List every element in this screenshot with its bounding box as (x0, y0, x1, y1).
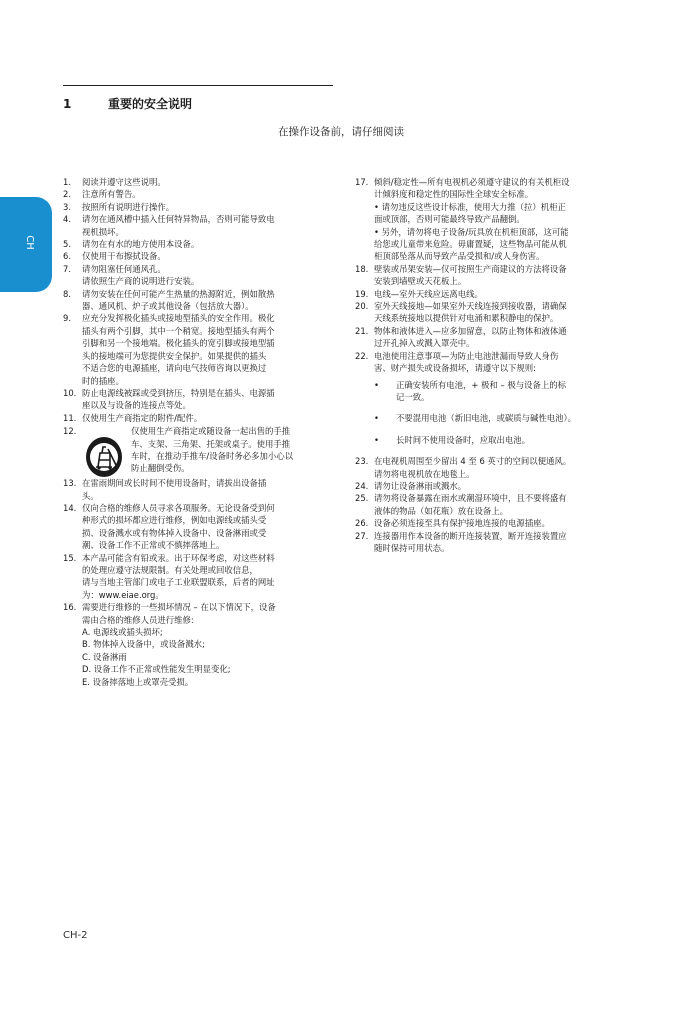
item-text (374, 517, 627, 529)
item-number: 4. (63, 214, 71, 225)
item-number: 16. (63, 602, 77, 613)
item-text (374, 176, 627, 263)
list-item (63, 412, 335, 424)
item-number: 22. (355, 350, 369, 361)
item-number: 10. (63, 387, 77, 398)
item-number: 13. (63, 478, 77, 489)
item-line: 请勿在通风槽中插入任何特异物品，否则可能导致电 (82, 214, 275, 225)
item-line: E. 设备摔落地上或罩壳受损。 (82, 676, 194, 687)
item-number: 21. (355, 325, 369, 336)
warning-line: 仅使用生产商指定或随设备一起出售的手推 (131, 426, 291, 437)
list-item (63, 250, 335, 262)
bullet-item (374, 379, 627, 404)
list-item (355, 288, 627, 300)
item-line: 的处理应遵守法规限制。有关处理或回收信息， (82, 564, 258, 575)
left-column (63, 176, 335, 688)
bullet-mark: • (374, 434, 379, 445)
item-line: 头。 (82, 490, 99, 501)
item-line: 器、通风机、炉子或其他设备（包括放大器）。 (82, 301, 254, 312)
item-line: 仅使用干布擦拭设备。 (82, 251, 166, 262)
item-line: • 请勿违反这些设计标准，使用大力推（拉）机柜正 (374, 201, 566, 212)
item-line: 仅向合格的维修人员寻求各项服务。无论设备受到何 (82, 502, 275, 513)
item-number: 17. (355, 177, 369, 187)
item-line: 面或顶部，否则可能最终导致产品翻倒。 (374, 214, 525, 225)
item-number: 23. (355, 456, 369, 467)
list-item (63, 213, 335, 238)
list-item (355, 480, 627, 492)
item-line: 过开孔掉入或溅入罩壳中。 (374, 338, 475, 349)
section-title: 重要的安全说明 (108, 97, 193, 111)
item-text (374, 480, 627, 492)
item-number: 6. (63, 251, 71, 262)
warning-text (131, 425, 293, 477)
bullet-text (396, 434, 530, 446)
item-text (82, 552, 335, 602)
item-text (374, 263, 627, 288)
item-number: 27. (355, 530, 369, 541)
item-line: C. 设备淋雨 (82, 651, 127, 662)
item-text (82, 201, 335, 213)
item-line: 不适合您的电源插座，请向电气技师咨询以更换过 (82, 363, 267, 374)
item-line: 随时保持可用状态。 (374, 542, 450, 553)
list-item (355, 530, 627, 555)
item-number: 14. (63, 502, 77, 513)
list-item (63, 312, 335, 386)
item-line: 本产品可能含有铅或汞。出于环保考虑，对这些材料 (82, 552, 275, 563)
language-side-tab (0, 197, 52, 292)
language-tab-label: CH (23, 235, 35, 250)
item-text (82, 288, 335, 313)
list-item (63, 263, 335, 288)
item-line: 防止电源线被踩或受到挤压，特别是在插头、电源插 (82, 387, 275, 398)
top-rule (63, 85, 333, 86)
item-line: 害、财产损失或设备损坏，请遵守以下规则: (374, 363, 536, 374)
item-line: B. 物体掉入设备中，或设备溅水; (82, 639, 205, 650)
item-number: 5. (63, 239, 71, 250)
item-number: 19. (355, 288, 369, 299)
item-line: 请勿让设备淋雨或溅水。 (374, 480, 467, 491)
item-text (82, 502, 335, 552)
list-item (63, 176, 335, 188)
list-item (355, 263, 627, 288)
item-line: 引脚和另一个接地端。极化插头的宽引脚或接地型插 (82, 338, 275, 349)
item-line: 请勿在有水的地方使用本设备。 (82, 239, 200, 250)
item-line: 插头有两个引脚，其中一个稍宽。接地型插头有两个 (82, 325, 275, 336)
item-number: 12. (63, 426, 77, 437)
item-line: 仅使用生产商指定的附件/配件。 (82, 412, 203, 423)
item-number: 8. (63, 288, 71, 299)
item-line: 请勿将电视机放在地毯上。 (374, 468, 475, 479)
list-item (355, 300, 627, 325)
left-item-list (63, 176, 335, 424)
item-line: 电线—室外天线应远离电线。 (374, 288, 483, 299)
page-number: CH-2 (63, 930, 88, 941)
item-line: 头的接地端可为您提供安全保护。如果提供的插头 (82, 350, 267, 361)
item-text (82, 238, 335, 250)
warning-line: 车时，在推动手推车/设备时务必多加小心以 (131, 450, 293, 461)
item-text (374, 492, 627, 517)
item-line: 电池使用注意事项—为防止电池泄漏而导致人身伤 (374, 350, 559, 361)
item-text (374, 300, 627, 325)
bullet-item (374, 412, 627, 424)
item-text (374, 325, 627, 350)
item-text (374, 288, 627, 300)
item-text (82, 250, 335, 262)
item-text (82, 213, 335, 238)
item-number: 24. (355, 480, 369, 491)
bullet-mark: • (374, 413, 379, 424)
bullet-text (396, 412, 576, 424)
section-number: 1 (63, 97, 72, 111)
item-text (374, 530, 627, 555)
item-line: 需由合格的维修人员进行维修: (82, 614, 194, 625)
bullet-line: 长时间不使用设备时，应取出电池。 (396, 434, 530, 445)
bullet-mark: • (374, 379, 379, 390)
list-item (355, 176, 627, 263)
item-number: 18. (355, 263, 369, 274)
cart-tipover-warning-icon (86, 437, 122, 477)
item-number: 2. (63, 189, 71, 200)
item-text (82, 387, 335, 412)
bullet-line: 记一致。 (396, 391, 430, 402)
list-item (63, 288, 335, 313)
item-line: 柜顶部坠落从而导致产品受损和/或人身伤害。 (374, 251, 545, 262)
list-item (63, 238, 335, 250)
item-number: 11. (63, 412, 77, 423)
section-heading (63, 95, 192, 112)
list-item (63, 188, 335, 200)
item-line: 按照所有说明进行操作。 (82, 201, 175, 212)
item-line: 设备必须连接至具有保护接地连接的电源插座。 (374, 518, 550, 529)
right-column (355, 176, 627, 554)
item-number: 3. (63, 201, 71, 212)
item-line: 请勿将设备暴露在雨水或潮湿环境中，且不要将盛有 (374, 493, 567, 504)
item-number: 7. (63, 263, 71, 274)
item-line: 物体和液体进入—应多加留意，以防止物体和液体通 (374, 325, 567, 336)
list-item (355, 492, 627, 517)
item-line: 潮、设备工作不正常或不慎摔落地上。 (82, 540, 225, 551)
item-text (374, 350, 627, 375)
item-line: 请依照生产商的说明进行安装。 (82, 276, 200, 287)
item-text (82, 477, 335, 502)
list-item (355, 350, 627, 375)
item-line: 损、设备溅水或有物体掉入设备中、设备淋雨或受 (82, 527, 267, 538)
item-text (82, 312, 335, 386)
item-text (82, 188, 335, 200)
warning-line: 防止翻倒受伤。 (131, 463, 190, 474)
item-number: 25. (355, 493, 369, 504)
right-item-list-2 (355, 455, 627, 554)
item-line: 需要进行维修的一些损坏情况 – 在以下情况下，设备 (82, 602, 276, 613)
bullet-line: 正确安装所有电池，+ 极和 – 极与设备上的标 (396, 379, 566, 390)
item-line: 在电视机周围至少留出 4 至 6 英寸的空间以便通风。 (374, 456, 572, 467)
list-item (63, 601, 335, 688)
item-line: 给您或儿童带来危险。毋庸置疑，这些物品可能从机 (374, 239, 567, 250)
page-subtitle (0, 124, 690, 139)
item-line: • 另外，请勿将电子设备/玩具放在机柜顶部，这可能 (374, 226, 569, 237)
item-number: 15. (63, 552, 77, 563)
item-line: D. 设备工作不正常或性能发生明显变化; (82, 664, 231, 675)
item-number: 9. (63, 313, 71, 324)
item-line: 安装到墙壁或天花板上。 (374, 276, 467, 287)
list-item (63, 552, 335, 602)
subtitle-text: 在操作设备前，请仔细阅读 (278, 126, 404, 138)
list-item (355, 517, 627, 529)
right-item-list (355, 176, 627, 375)
item-line: A. 电源线或插头损坏; (82, 627, 163, 637)
list-item-warning (63, 425, 335, 477)
list-item (63, 502, 335, 552)
item-line: 请勿安装在任何可能产生热量的热源附近，例如散热 (82, 288, 275, 299)
item-text (82, 412, 335, 424)
item-text (374, 455, 627, 480)
item-number: 1. (63, 177, 71, 187)
item-line: 请勿阻塞任何通风孔。 (82, 263, 166, 274)
left-item-list-2 (63, 477, 335, 688)
item-number: 26. (355, 518, 369, 529)
item-line: 壁装或吊架安装—仅可按照生产商建议的方法将设备 (374, 263, 567, 274)
battery-rules-list (355, 379, 627, 447)
item-line: 室外天线接地—如果室外天线连接到接收器，请确保 (374, 301, 567, 312)
item-line: 天线系统接地以提供针对电涌和累积静电的保护。 (374, 313, 559, 324)
item-text (82, 176, 335, 188)
item-line: 种形式的损坏都应进行维修，例如电源线或插头受 (82, 515, 267, 526)
item-line: 请与当地主管部门或电子工业联盟联系，后者的网址 (82, 577, 275, 588)
item-text (82, 601, 335, 688)
item-line: 注意所有警告。 (82, 189, 141, 200)
item-line: 应充分发挥极化插头或接地型插头的安全作用。极化 (82, 313, 275, 324)
bullet-text (396, 379, 566, 404)
list-item (355, 325, 627, 350)
bullet-line: 不要混用电池（新旧电池，或碳质与碱性电池）。 (396, 413, 577, 424)
warning-line: 车、支架、三角架、托架或桌子。使用手推 (131, 438, 291, 449)
item-line: 计倾斜度和稳定性的国际性全球安全标准。 (374, 189, 534, 200)
item-text (82, 263, 335, 288)
item-line: 连接器用作本设备的断开连接装置，断开连接装置应 (374, 530, 567, 541)
item-number: 20. (355, 301, 369, 312)
list-item (355, 455, 627, 480)
item-line: 在雷雨期间或长时间不使用设备时，请拔出设备插 (82, 478, 267, 489)
bullet-item (374, 434, 627, 446)
list-item (63, 477, 335, 502)
item-line: 时的插座。 (82, 375, 124, 386)
item-line: 液体的物品（如花瓶）放在设备上。 (374, 505, 508, 516)
item-line: 为：www.eiae.org。 (82, 589, 164, 600)
item-line: 倾斜/稳定性—所有电视机必须遵守建议的有关机柜设 (374, 177, 570, 187)
list-item (63, 201, 335, 213)
item-line: 阅读并遵守这些说明。 (82, 177, 166, 187)
item-line: 座以及与设备的连接点等处。 (82, 400, 191, 411)
item-line: 视机损坏。 (82, 226, 124, 237)
list-item (63, 387, 335, 412)
